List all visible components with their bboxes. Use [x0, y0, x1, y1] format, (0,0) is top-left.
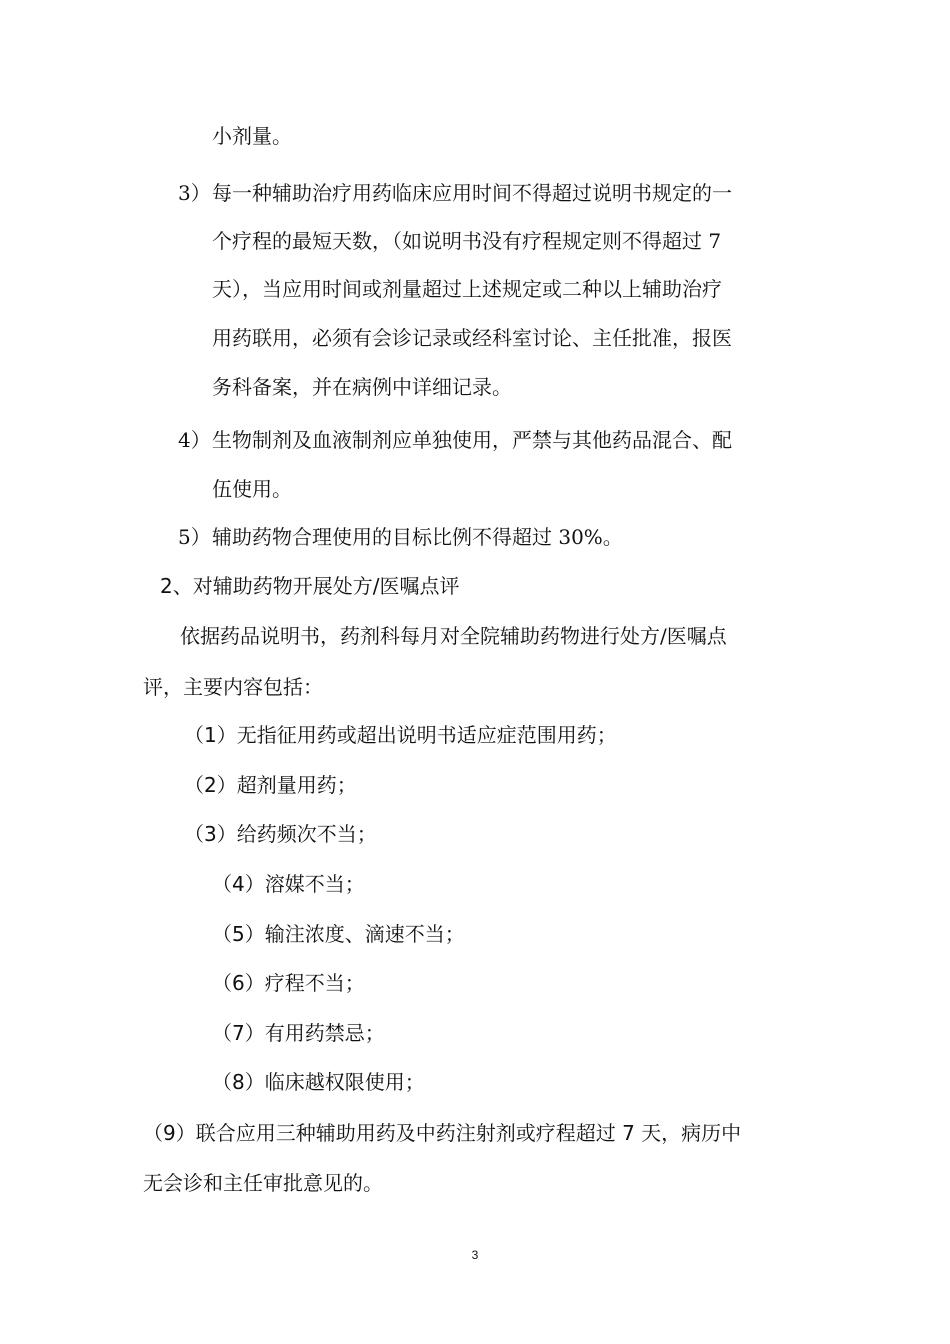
list-item: （5）输注浓度、滴速不当； [212, 922, 465, 946]
text-line: 小剂量。 [212, 124, 292, 148]
text-run: 依据药品说明书 [180, 624, 320, 648]
text-line: 伍使用。 [212, 477, 292, 501]
list-item: （6）疗程不当； [212, 971, 365, 995]
text-line: 务科备案，并在病例中详细记录。 [212, 375, 512, 399]
list-item: （7）有用药禁忌； [212, 1021, 385, 1045]
text-run: ，药剂科每月对全院辅助药物进行处方/医嘱点 [320, 624, 727, 648]
text-line: 评，主要内容包括： [143, 675, 323, 699]
text-line: 生物制剂及血液制剂应单独使用，严禁与其他药品混合、配 [212, 428, 732, 452]
text-line: 用药联用，必须有会诊记录或经科室讨论、主任批准，报医 [212, 326, 732, 350]
text-line: 辅助药物合理使用的目标比例不得超过 30%。 [212, 525, 623, 549]
list-number: 4） [178, 428, 211, 452]
list-item: （2）超剂量用药； [184, 773, 357, 797]
text-line: 无会诊和主任审批意见的。 [143, 1171, 383, 1195]
list-item: （3）给药频次不当； [184, 822, 377, 846]
section-heading: 2、对辅助药物开展处方/医嘱点评 [160, 574, 460, 598]
list-item: （9）联合应用三种辅助用药及中药注射剂或疗程超过 7 天，病历中 [143, 1121, 742, 1145]
list-number: 5） [178, 525, 211, 549]
list-item: （8）临床越权限使用； [212, 1070, 425, 1094]
page-number: 3 [471, 1248, 479, 1262]
list-item: （1）无指征用药或超出说明书适应症范围用药； [184, 723, 617, 747]
list-number: 3） [178, 181, 211, 205]
text-line: 每一种辅助治疗用药临床应用时间不得超过说明书规定的一 [212, 181, 732, 205]
text-line [180, 623, 727, 649]
text-line: 个疗程的最短天数，（如说明书没有疗程规定则不得超过 7 [212, 229, 722, 253]
list-item: （4）溶媒不当； [212, 872, 365, 896]
text-line: 天），当应用时间或剂量超过上述规定或二种以上辅助治疗 [212, 277, 722, 301]
